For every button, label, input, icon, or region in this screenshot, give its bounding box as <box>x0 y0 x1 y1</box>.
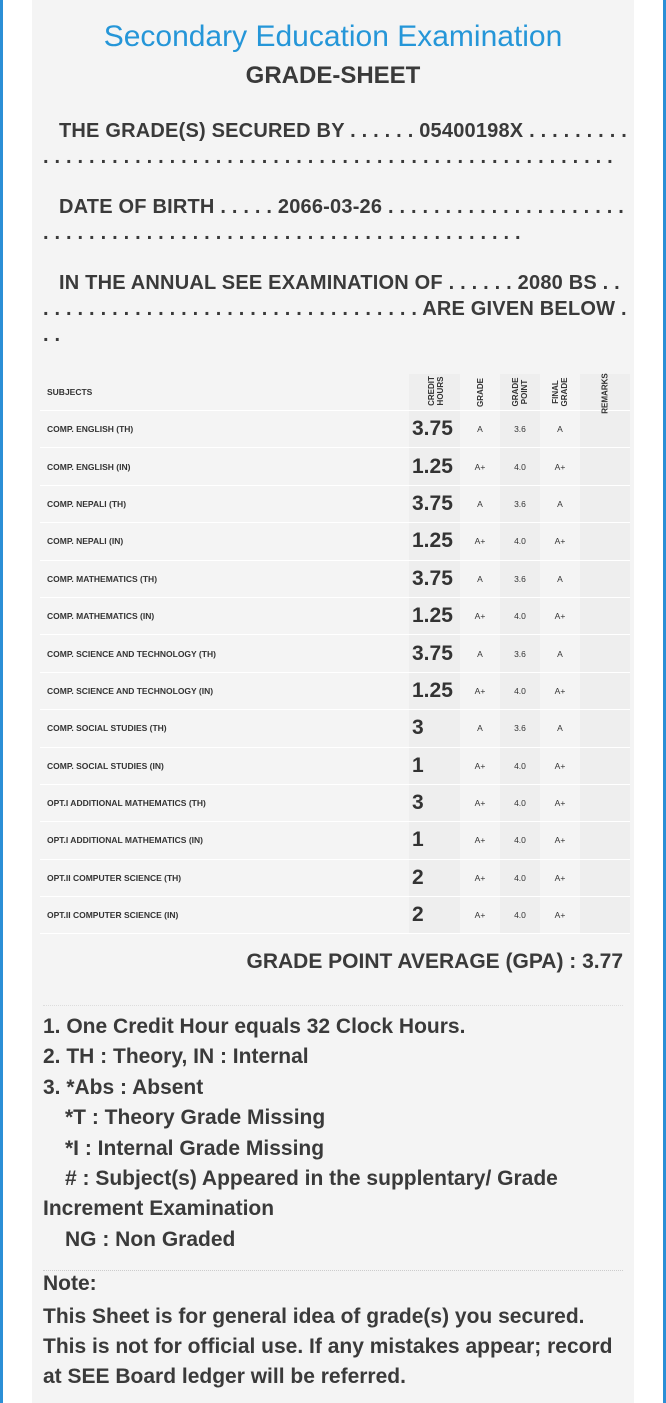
subject-cell: COMP. SOCIAL STUDIES (IN) <box>40 747 409 784</box>
final-grade-cell: A+ <box>540 859 580 896</box>
subject-cell: OPT.I ADDITIONAL MATHEMATICS (IN) <box>40 822 409 859</box>
subject-cell: COMP. ENGLISH (IN) <box>40 448 409 485</box>
final-grade-cell: A <box>540 560 580 597</box>
grade-sheet <box>32 0 634 1403</box>
grade-point-cell: 4.0 <box>500 784 540 821</box>
table-row <box>40 560 630 597</box>
header-grade-point: GRADE POINT <box>500 374 540 411</box>
credit-hours-cell: 1 <box>409 747 460 784</box>
credit-hours-cell: 3.75 <box>409 411 460 448</box>
grade-point-cell: 3.6 <box>500 411 540 448</box>
final-grade-cell: A+ <box>540 597 580 634</box>
remarks-cell <box>580 523 630 560</box>
grades-table <box>40 374 630 934</box>
exam-year: 2080 BS <box>517 272 597 294</box>
subject-cell: COMP. SOCIAL STUDIES (TH) <box>40 710 409 747</box>
final-grade-cell: A+ <box>540 672 580 709</box>
grade-cell: A+ <box>460 859 500 896</box>
table-row <box>40 822 630 859</box>
given-below-text: ARE GIVEN BELOW <box>422 298 616 320</box>
gpa-label: GRADE POINT AVERAGE (GPA) : <box>246 950 577 973</box>
grade-cell: A <box>460 635 500 672</box>
exam-label: IN THE ANNUAL SEE EXAMINATION OF <box>59 272 443 294</box>
note-text: This Sheet is for general idea of grade(s) you secured. This is not for official use. If any mistakes appear; record at SEE Board ledger will be referred. <box>43 1305 613 1388</box>
remarks-cell <box>580 747 630 784</box>
grade-point-cell: 4.0 <box>500 822 540 859</box>
grade-cell: A+ <box>460 448 500 485</box>
grade-point-cell: 3.6 <box>500 560 540 597</box>
final-grade-cell: A+ <box>540 747 580 784</box>
dob-value: 2066-03-26 <box>277 196 383 218</box>
final-grade-cell: A <box>540 485 580 522</box>
final-grade-cell: A+ <box>540 448 580 485</box>
note-divider <box>43 1270 623 1271</box>
credit-hours-cell: 3.75 <box>409 635 460 672</box>
footnote-internal-missing: *I : Internal Grade Missing <box>65 1136 325 1160</box>
table-header-row <box>40 374 630 411</box>
grade-cell: A+ <box>460 597 500 634</box>
subject-cell: COMP. NEPALI (IN) <box>40 523 409 560</box>
footnote-supplementary: # : Subject(s) Appeared in the supplentary/ Grade Increment Examination <box>43 1167 558 1221</box>
table-row <box>40 747 630 784</box>
gpa-summary <box>246 950 623 974</box>
table-row <box>40 710 630 747</box>
grade-point-cell: 3.6 <box>500 710 540 747</box>
subject-cell: COMP. MATHEMATICS (TH) <box>40 560 409 597</box>
table-row <box>40 485 630 522</box>
header-remarks: REMARKS <box>580 374 630 411</box>
header-subjects: SUBJECTS <box>40 374 409 411</box>
table-row <box>40 859 630 896</box>
symbol-number: 05400198X <box>419 120 524 142</box>
footnotes <box>43 1012 627 1255</box>
remarks-cell <box>580 635 630 672</box>
table-row <box>40 784 630 821</box>
footnote-absent: 3. *Abs : Absent <box>43 1075 204 1099</box>
dob-label: DATE OF BIRTH <box>59 196 215 218</box>
left-border-accent <box>0 0 3 1403</box>
table-row <box>40 523 630 560</box>
table-row <box>40 635 630 672</box>
grade-point-cell: 4.0 <box>500 448 540 485</box>
subject-cell: COMP. MATHEMATICS (IN) <box>40 597 409 634</box>
credit-hours-cell: 1.25 <box>409 597 460 634</box>
grade-cell: A+ <box>460 672 500 709</box>
subject-cell: COMP. SCIENCE AND TECHNOLOGY (IN) <box>40 672 409 709</box>
credit-hours-cell: 3 <box>409 784 460 821</box>
header-credit-hours: CREDIT HOURS <box>409 374 460 411</box>
remarks-cell <box>580 448 630 485</box>
dob-statement: DATE OF BIRTH . . . . . 2066-03-26 . . . . . . . . . . . . . . . . . . . . . . . . . . . . . . . . . . . . . . . . . . . . . . . . . . . . . . . . . . . . . . . <box>43 196 624 244</box>
note-title: Note: <box>43 1272 97 1295</box>
credit-hours-cell: 1.25 <box>409 448 460 485</box>
grade-point-cell: 4.0 <box>500 523 540 560</box>
gpa-divider <box>43 1005 623 1006</box>
grade-point-cell: 4.0 <box>500 859 540 896</box>
header-grade: GRADE <box>460 374 500 411</box>
credit-hours-cell: 2 <box>409 859 460 896</box>
grade-cell: A+ <box>460 822 500 859</box>
subject-cell: OPT.II COMPUTER SCIENCE (TH) <box>40 859 409 896</box>
grade-cell: A <box>460 485 500 522</box>
final-grade-cell: A+ <box>540 822 580 859</box>
header-final-grade: FINAL GRADE <box>540 374 580 411</box>
footnote-credit-hour: 1. One Credit Hour equals 32 Clock Hours. <box>43 1015 466 1038</box>
subject-cell: COMP. SCIENCE AND TECHNOLOGY (TH) <box>40 635 409 672</box>
credit-hours-cell: 3.75 <box>409 560 460 597</box>
footnote-theory-missing: *T : Theory Grade Missing <box>65 1106 326 1130</box>
grade-point-cell: 4.0 <box>500 897 540 934</box>
grade-point-cell: 4.0 <box>500 672 540 709</box>
remarks-cell <box>580 784 630 821</box>
remarks-cell <box>580 672 630 709</box>
footnote-th-in: 2. TH : Theory, IN : Internal <box>43 1045 309 1069</box>
grade-point-cell: 4.0 <box>500 747 540 784</box>
table-row <box>40 448 630 485</box>
secured-by-statement: THE GRADE(S) SECURED BY . . . . . . 05400198X . . . . . . . . . . . . . . . . . . . . . . . . . . . . . . . . . . . . . . . . . . . . . . . . . . . . . . . . . . . <box>43 120 627 168</box>
exam-statement: IN THE ANNUAL SEE EXAMINATION OF . . . . . . 2080 BS . . . . . . . . . . . . . . . . . . . . . . . . . . . . . . . . . . . ARE GIVEN BELOW . . . <box>43 272 627 346</box>
subject-cell: OPT.II COMPUTER SCIENCE (IN) <box>40 897 409 934</box>
secured-by-label: THE GRADE(S) SECURED BY <box>59 120 345 142</box>
grade-cell: A+ <box>460 897 500 934</box>
final-grade-cell: A <box>540 635 580 672</box>
gpa-value: 3.77 <box>582 950 623 973</box>
table-row <box>40 897 630 934</box>
remarks-cell <box>580 822 630 859</box>
remarks-cell <box>580 859 630 896</box>
credit-hours-cell: 3 <box>409 710 460 747</box>
final-grade-cell: A+ <box>540 523 580 560</box>
final-grade-cell: A <box>540 710 580 747</box>
final-grade-cell: A+ <box>540 784 580 821</box>
sheet-subtitle: GRADE-SHEET <box>245 62 421 89</box>
remarks-cell <box>580 897 630 934</box>
grade-point-cell: 3.6 <box>500 485 540 522</box>
final-grade-cell: A <box>540 411 580 448</box>
remarks-cell <box>580 485 630 522</box>
grade-cell: A <box>460 560 500 597</box>
footnote-non-graded: NG : Non Graded <box>65 1227 236 1251</box>
grade-point-cell: 3.6 <box>500 635 540 672</box>
subject-cell: COMP. NEPALI (TH) <box>40 485 409 522</box>
credit-hours-cell: 1 <box>409 822 460 859</box>
remarks-cell <box>580 710 630 747</box>
final-grade-cell: A+ <box>540 897 580 934</box>
credit-hours-cell: 1.25 <box>409 672 460 709</box>
credit-hours-cell: 1.25 <box>409 523 460 560</box>
remarks-cell <box>580 597 630 634</box>
grade-cell: A <box>460 710 500 747</box>
table-row <box>40 411 630 448</box>
grade-cell: A+ <box>460 523 500 560</box>
credit-hours-cell: 3.75 <box>409 485 460 522</box>
subject-cell: OPT.I ADDITIONAL MATHEMATICS (TH) <box>40 784 409 821</box>
table-row <box>40 597 630 634</box>
grade-cell: A+ <box>460 747 500 784</box>
table-row <box>40 672 630 709</box>
remarks-cell <box>580 411 630 448</box>
credit-hours-cell: 2 <box>409 897 460 934</box>
exam-title: Secondary Education Examination <box>103 20 563 53</box>
grade-cell: A <box>460 411 500 448</box>
grade-point-cell: 4.0 <box>500 597 540 634</box>
grade-cell: A+ <box>460 784 500 821</box>
subject-cell: COMP. ENGLISH (TH) <box>40 411 409 448</box>
remarks-cell <box>580 560 630 597</box>
